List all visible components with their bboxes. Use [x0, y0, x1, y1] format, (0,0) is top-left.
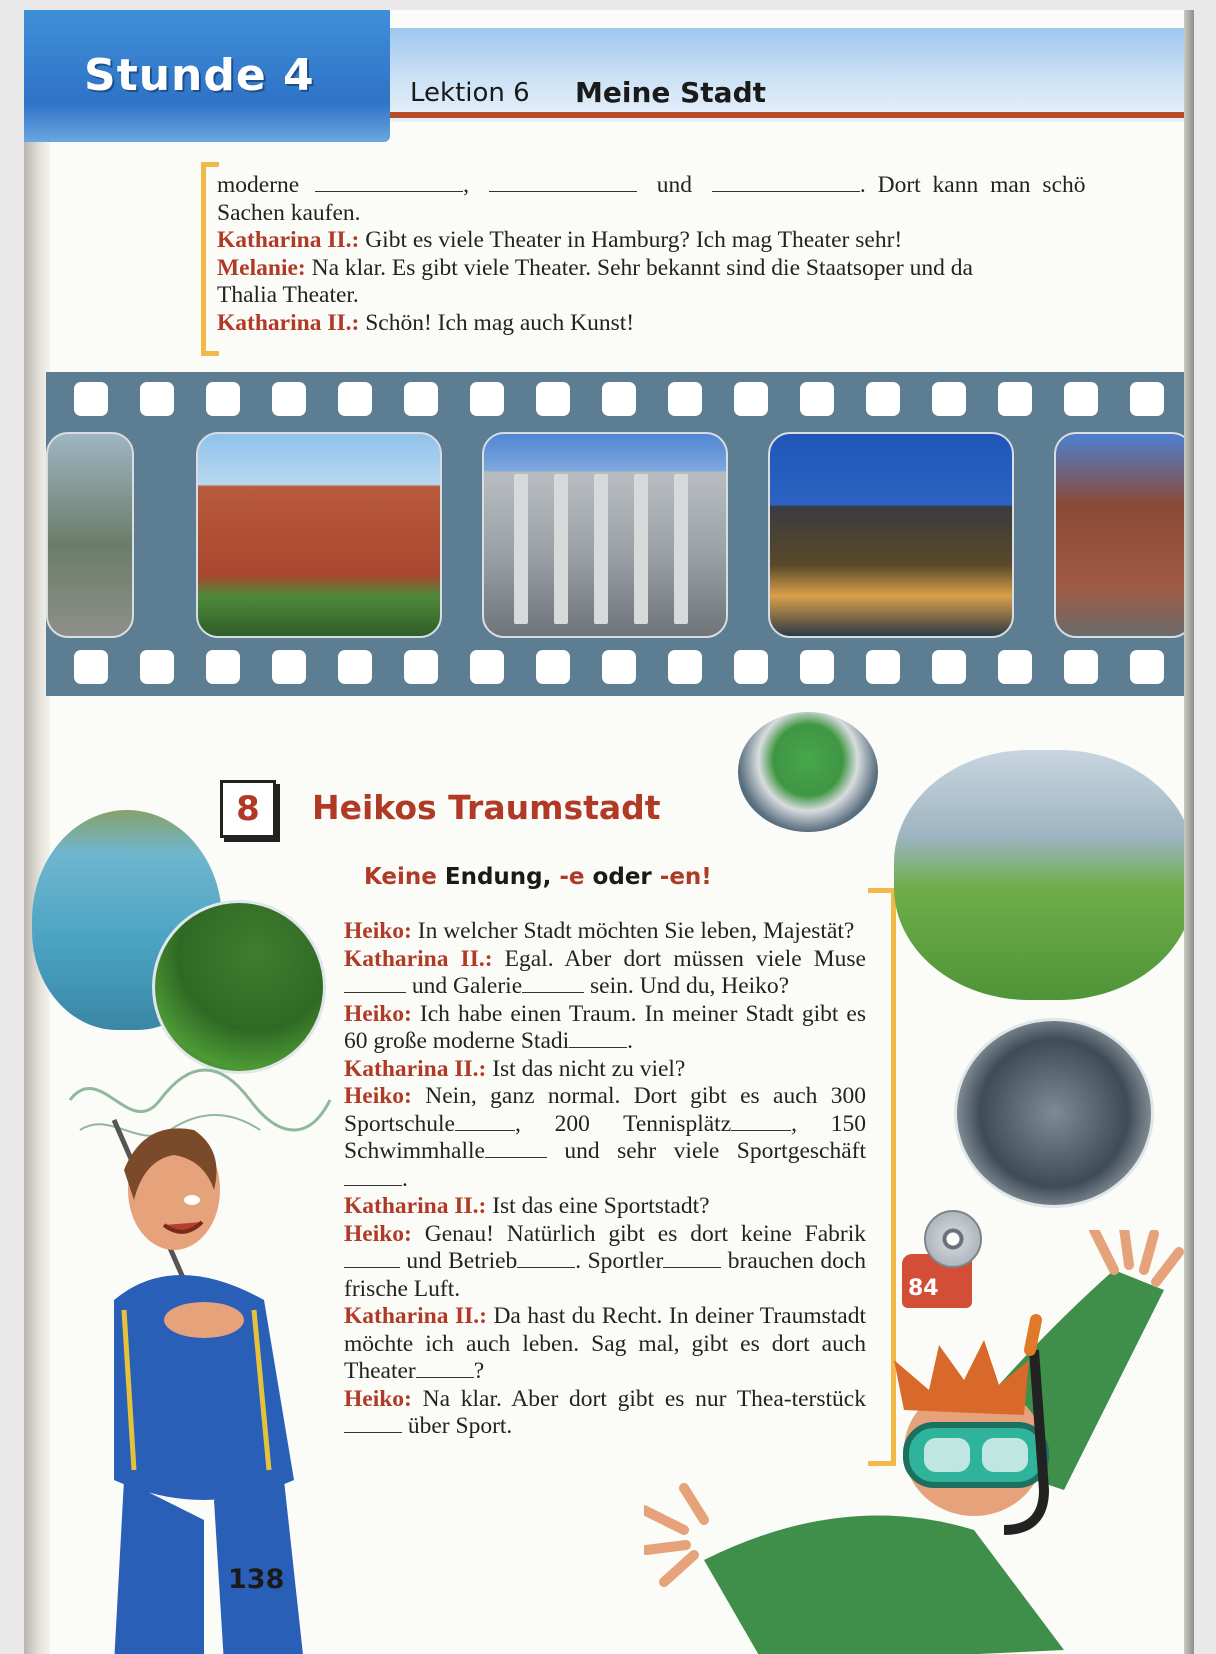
film-hole — [536, 382, 570, 416]
dialogue-line — [217, 227, 1177, 255]
dialogue-text: Da hast du Recht. In deiner Traumstadt möchte ich auch leben. Sag mal, gibt es dort auch Theater — [344, 1303, 866, 1384]
photo-brick-building — [196, 432, 442, 638]
speaker-name: Heiko: — [344, 1385, 412, 1412]
dialogue-text: . Dort kann man schö — [859, 172, 1086, 198]
dialogue-line — [217, 310, 1177, 338]
film-hole — [602, 650, 636, 684]
fill-blank — [731, 1113, 791, 1131]
dialogue-line: Sachen kaufen. — [217, 199, 361, 226]
dialogue-text: . — [402, 1165, 408, 1192]
speaker-name: Melanie: — [217, 254, 306, 281]
dialogue-text: ? — [473, 1358, 485, 1384]
dialogue-line — [344, 1001, 866, 1056]
film-hole — [1064, 650, 1098, 684]
fill-blank — [344, 1250, 400, 1268]
film-hole — [866, 382, 900, 416]
dialogue-text: In welcher Stadt möchten Sie leben, Majestät? — [411, 918, 855, 944]
instruction-part: Keine — [364, 864, 437, 890]
speaker-name: Katharina II.: — [344, 1193, 487, 1219]
film-hole — [74, 382, 108, 416]
dialogue-line — [217, 255, 1177, 283]
dialogue-line — [344, 1056, 866, 1084]
dialogue-text: Ist das eine Sportstadt? — [486, 1193, 710, 1219]
dialogue-text: . — [627, 1028, 634, 1054]
dialogue-text: über Sport. — [402, 1413, 513, 1439]
fill-blank — [522, 975, 584, 993]
speaker-name: Katharina II.: — [217, 227, 360, 253]
column-shape — [674, 474, 688, 624]
dialogue-text: Genau! Natürlich gibt es dort keine Fabrik — [411, 1220, 866, 1247]
dialogue-text: Egal. Aber dort müssen viele Muse — [492, 945, 866, 972]
fill-blank — [485, 1140, 547, 1158]
film-hole — [404, 382, 438, 416]
fill-blank — [517, 1250, 575, 1268]
dialogue-text: Schön! Ich mag auch Kunst! — [359, 309, 635, 336]
dialogue-text: und Galerie — [406, 973, 523, 999]
diver-boy-illustration — [644, 1230, 1194, 1654]
audio-track-number: 84 — [908, 1276, 939, 1301]
film-hole — [470, 650, 504, 684]
film-hole — [338, 650, 372, 684]
film-hole — [998, 382, 1032, 416]
page-number: 138 — [228, 1564, 285, 1595]
exercise-title: Heikos Traumstadt — [312, 788, 661, 827]
dialogue-text: sein. Und du, Heiko? — [584, 973, 790, 999]
film-hole — [272, 382, 306, 416]
fill-blank — [569, 1030, 627, 1048]
film-hole — [734, 382, 768, 416]
film-hole — [470, 382, 504, 416]
speaker-name: Heiko: — [344, 1083, 412, 1109]
dialogue-line — [217, 172, 1177, 200]
film-hole — [800, 382, 834, 416]
queen-illustration — [54, 1100, 354, 1654]
lektion-label: Lektion 6 — [410, 78, 530, 108]
dialogue-line — [344, 918, 866, 946]
dialogue-text: und Betrieb — [400, 1248, 518, 1274]
speaker-name: Heiko: — [344, 1000, 412, 1027]
fill-blank — [455, 1113, 515, 1131]
film-hole — [1064, 382, 1098, 416]
dialogue-text: , 200 Tennisplätz — [514, 1110, 732, 1137]
dialogue-text: Na klar. Aber dort gibt es nur Thea-terstück — [411, 1385, 866, 1412]
fill-blank — [489, 174, 637, 192]
fill-blank — [712, 174, 860, 192]
header-rule — [390, 112, 1194, 118]
column-shape — [514, 474, 528, 624]
film-hole — [404, 650, 438, 684]
photo-street — [46, 432, 134, 638]
fill-blank — [344, 1168, 402, 1186]
fill-blank — [315, 174, 463, 192]
film-hole — [932, 382, 966, 416]
film-hole — [602, 382, 636, 416]
film-hole — [668, 650, 702, 684]
speaker-name: Heiko: — [344, 918, 412, 944]
film-hole — [338, 382, 372, 416]
stunde-heading: Stunde 4 — [84, 50, 315, 101]
photo-columned-building — [482, 432, 728, 638]
fill-blank — [416, 1360, 474, 1378]
dialogue-line: Thalia Theater. — [217, 282, 359, 308]
exercise-instruction — [364, 864, 712, 890]
fill-blank — [344, 975, 406, 993]
speaker-name: Heiko: — [344, 1220, 412, 1247]
speaker-name: Katharina II.: — [344, 1303, 487, 1329]
film-hole — [668, 382, 702, 416]
instruction-part: -en! — [659, 864, 712, 890]
instruction-part: Endung, — [436, 864, 560, 890]
dialogue-line — [344, 946, 866, 1001]
dialogue-text: , — [463, 172, 469, 198]
speaker-name: Katharina II.: — [344, 945, 493, 972]
photo-football-players — [894, 750, 1194, 1000]
film-hole — [74, 650, 108, 684]
dialogue-text: Ich habe einen Traum. In meiner Stadt gibt es 60 große moderne Stadi — [344, 1000, 866, 1054]
dialogue-text: brauchen doch frische Luft. — [344, 1248, 866, 1302]
photo-sports-shop — [954, 1018, 1154, 1208]
lesson-header-box — [24, 10, 390, 142]
film-hole — [734, 650, 768, 684]
photo-modern-building-night — [768, 432, 1014, 638]
dialogue-line — [344, 1193, 866, 1221]
instruction-part: oder — [584, 864, 660, 890]
film-strip — [46, 372, 1194, 696]
exercise-number: 8 — [220, 780, 276, 838]
page-edge — [1184, 10, 1194, 1654]
speaker-name: Katharina II.: — [217, 309, 360, 336]
dialogue-text: . Sportler — [575, 1248, 664, 1274]
dialogue-text: , 150 Schwimmhalle — [344, 1110, 866, 1164]
top-dialogue — [217, 172, 1177, 337]
book-spine-shadow — [24, 10, 50, 1654]
column-shape — [554, 474, 568, 624]
speaker-name: Katharina II.: — [344, 1055, 487, 1082]
film-hole — [998, 650, 1032, 684]
film-hole — [800, 650, 834, 684]
film-hole — [140, 382, 174, 416]
lektion-header-bar — [390, 28, 1194, 122]
dialogue-text: und — [656, 172, 692, 198]
lektion-title: Meine Stadt — [575, 76, 766, 109]
dialogue-text: moderne — [217, 172, 300, 198]
film-hole — [536, 650, 570, 684]
film-hole — [206, 382, 240, 416]
film-hole — [932, 650, 966, 684]
film-hole — [272, 650, 306, 684]
dialogue-text: Nein, ganz normal. Dort gibt es auch 300 Sportschule — [344, 1083, 866, 1137]
film-hole — [1130, 382, 1164, 416]
film-hole — [1130, 650, 1164, 684]
dialogue-text: Na klar. Es gibt viele Theater. Sehr bekannt sind die Staatsoper und da — [305, 254, 973, 281]
photo-old-houses — [1054, 432, 1194, 638]
column-shape — [594, 474, 608, 624]
fill-blank — [344, 1415, 402, 1433]
instruction-part: -e — [559, 864, 585, 890]
dialogue-text: Ist das nicht zu viel? — [486, 1055, 686, 1082]
textbook-page — [24, 10, 1194, 1654]
dialogue-text: Gibt es viele Theater in Hamburg? Ich mag Theater sehr! — [359, 227, 903, 253]
film-hole — [866, 650, 900, 684]
dialogue-text: und sehr viele Sportgeschäft — [546, 1138, 866, 1164]
film-hole — [206, 650, 240, 684]
photo-stadium — [738, 712, 878, 832]
dialogue-line — [344, 1083, 866, 1193]
column-shape — [634, 474, 648, 624]
film-hole — [140, 650, 174, 684]
